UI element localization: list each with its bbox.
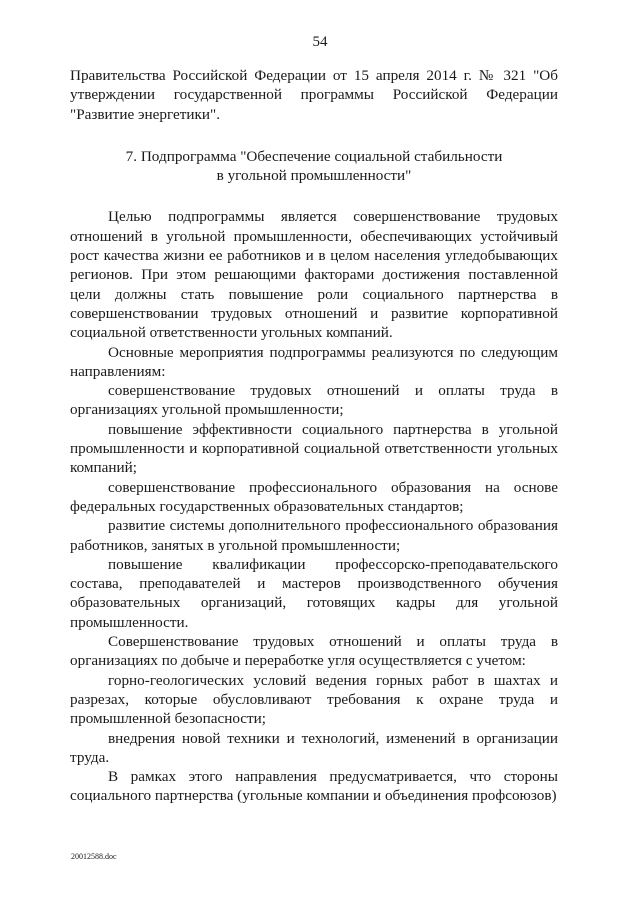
body-paragraph: Совершенствование трудовых отношений и оплаты труда в организациях по добыче и переработке угля осуществляется с учетом: xyxy=(70,633,558,670)
document-body xyxy=(70,66,558,806)
file-name-footer: 20012588.doc xyxy=(71,852,117,861)
section-heading xyxy=(70,147,558,186)
list-item: развитие системы дополнительного профессионального образования работников, занятых в угольной промышленности; xyxy=(70,517,558,554)
list-item: повышение квалификации профессорско-преподавательского состава, преподавателей и мастеров производственного обучения образовательных организаций, готовящих кадры для угольной промышленности. xyxy=(70,555,558,631)
body-paragraph: Основные мероприятия подпрограммы реализуются по следующим направлениям: xyxy=(70,343,558,380)
list-item: горно-геологических условий ведения горных работ в шахтах и разрезах, которые обусловливают требования к охране труда и промышленной безопасности; xyxy=(70,671,558,728)
spacer xyxy=(70,124,558,147)
list-item: внедрения новой техники и технологий, изменений в организации труда. xyxy=(70,729,558,766)
spacer xyxy=(70,185,558,207)
intro-paragraph: Правительства Российской Федерации от 15 апреля 2014 г. № 321 "Об утверждении государственной программы Российской Федерации "Развитие энергетики". xyxy=(70,67,558,123)
list-item: повышение эффективности социального партнерства в угольной промышленности и корпоративной социальной ответственности угольных компаний; xyxy=(70,420,558,477)
body-paragraph: Целью подпрограммы является совершенствование трудовых отношений в угольной промышленности, обеспечивающих устойчивый рост качества жизни ее работников и в целом населения угледобывающих регионов. При этом решающими факторами достижения поставленной цели должны стать повышение роли социального партнерства в совершенствовании трудовых отношений и развитие корпоративной социальной ответственности угольных компаний. xyxy=(70,208,558,342)
list-item: совершенствование трудовых отношений и оплаты труда в организациях угольной промышленности; xyxy=(70,382,558,419)
section-heading-line-1: 7. Подпрограмма "Обеспечение социальной стабильности xyxy=(125,147,503,165)
page-number: 54 xyxy=(312,34,328,50)
list-item: совершенствование профессионального образования на основе федеральных государственных образовательных стандартов; xyxy=(70,478,558,515)
body-paragraph: В рамках этого направления предусматривается, что стороны социального партнерства (угольные компании и объединения профсоюзов) xyxy=(70,768,558,805)
section-heading-line-2: в угольной промышленности" xyxy=(216,167,412,185)
